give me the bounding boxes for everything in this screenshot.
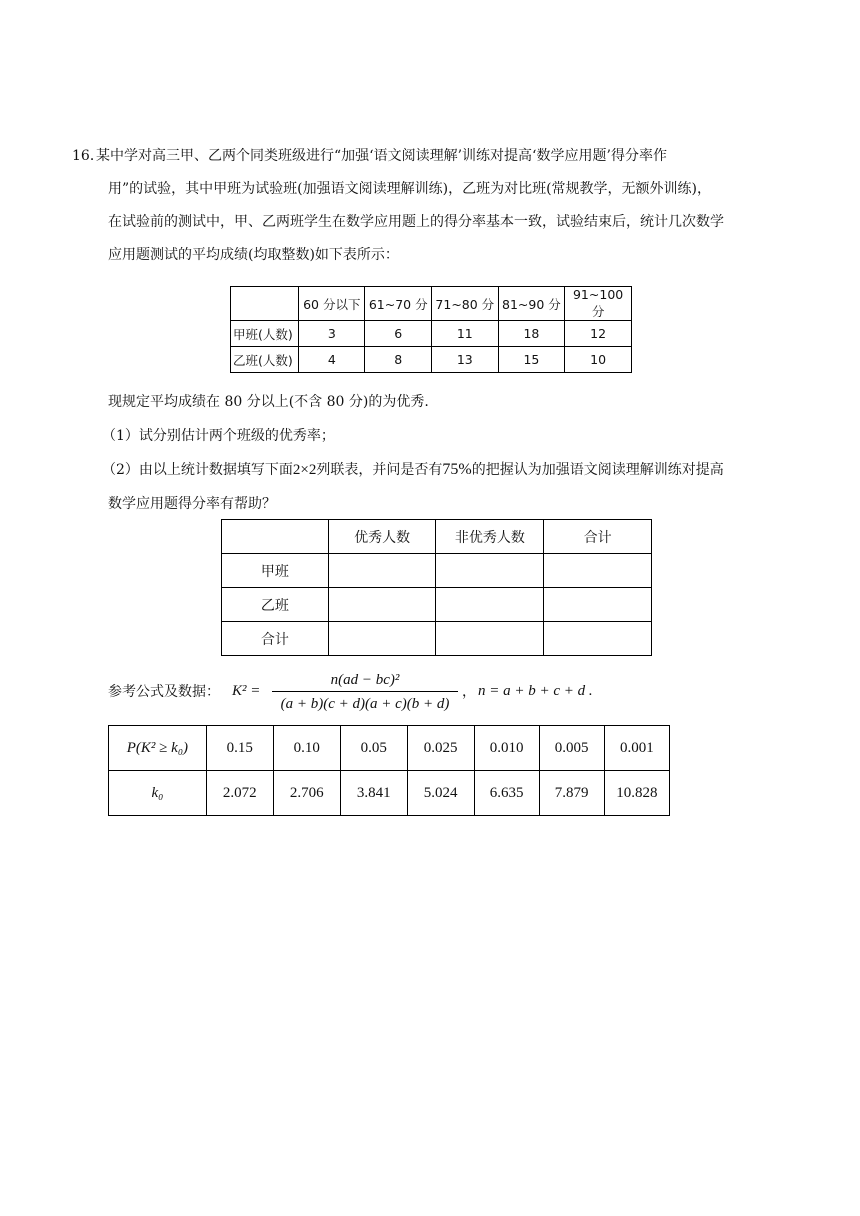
contingency-row-label: 甲班: [222, 554, 329, 588]
contingency-empty-cell: [436, 622, 544, 656]
score-table-header-cell: 60 分以下: [299, 287, 365, 321]
contingency-table: [221, 519, 652, 656]
ref-k-value: 6.635: [474, 771, 539, 816]
ref-p-value: 0.10: [273, 726, 340, 771]
score-table-cell: 8: [365, 347, 432, 373]
problem-line-2: 用”的试验，其中甲班为试验班(加强语文阅读理解训练)，乙班为对比班(常规教学，无额外训练)，: [108, 181, 712, 197]
q2-suffix: 的把握认为加强语文阅读理解训练对提高: [471, 462, 724, 478]
contingency-header-cell: 优秀人数: [328, 520, 436, 554]
ref-row-label-p: P(K² ≥ k₀): [109, 726, 207, 771]
q2-math: 2×2: [292, 462, 317, 478]
ref-p-value: 0.005: [539, 726, 604, 771]
score-table: [230, 286, 632, 373]
ref-p-value: 0.025: [407, 726, 474, 771]
table-row: [222, 622, 652, 656]
problem-line-3: 在试验前的测试中，甲、乙两班学生在数学应用题上的得分率基本一致，试验结束后，统计几次数学: [108, 214, 724, 230]
score-table-cell: 15: [498, 347, 565, 373]
q2-prefix: （2）由以上统计数据填写下面: [102, 462, 293, 478]
ref-k-value: 2.072: [206, 771, 273, 816]
score-table-row-label: 乙班(人数): [231, 347, 299, 373]
question-1: （1）试分别估计两个班级的优秀率；: [102, 428, 335, 444]
ref-row-label-k: k₀: [109, 771, 207, 816]
reference-table: [108, 725, 670, 816]
score-table-header-cell: [231, 287, 299, 321]
formula-lhs: K² =: [232, 683, 261, 699]
score-table-cell: 4: [299, 347, 365, 373]
problem-number: 16．: [72, 148, 104, 164]
score-table-cell: 11: [432, 321, 499, 347]
score-table-header-cell: 71~80 分: [432, 287, 499, 321]
question-2-line-2: 数学应用题得分率有帮助？: [108, 496, 276, 512]
contingency-empty-cell: [328, 588, 436, 622]
contingency-empty-cell: [544, 588, 652, 622]
contingency-empty-cell: [436, 588, 544, 622]
table-row: [109, 771, 670, 816]
ref-k-value: 10.828: [604, 771, 669, 816]
score-table-header-cell: 81~90 分: [498, 287, 565, 321]
score-table-cell: 6: [365, 321, 432, 347]
ref-p-value: 0.05: [340, 726, 407, 771]
table-row: [231, 347, 632, 373]
score-table-header-row: [231, 287, 632, 321]
ref-k-value: 7.879: [539, 771, 604, 816]
ref-k-value: 2.706: [273, 771, 340, 816]
table-row: [231, 321, 632, 347]
contingency-empty-cell: [544, 554, 652, 588]
contingency-empty-cell: [436, 554, 544, 588]
q2-percent: 75%: [442, 461, 472, 478]
contingency-empty-cell: [328, 554, 436, 588]
problem-line-1: 某中学对高三甲、乙两个同类班级进行“加强‘语文阅读理解’训练对提高‘数学应用题’得分率作: [96, 148, 667, 164]
contingency-header-cell: 非优秀人数: [436, 520, 544, 554]
formula-numerator: n(ad − bc)²: [330, 672, 400, 688]
formula-denominator: (a + b)(c + d)(a + c)(b + d): [280, 696, 450, 712]
contingency-header-cell: [222, 520, 329, 554]
ref-k-value: 3.841: [340, 771, 407, 816]
rule-text: 现规定平均成绩在 80 分以上(不含 80 分)的为优秀.: [108, 394, 429, 410]
formula-label: 参考公式及数据：: [108, 684, 220, 700]
score-table-header-cell: 91~100 分: [565, 287, 632, 321]
contingency-header-row: [222, 520, 652, 554]
ref-k-value: 5.024: [407, 771, 474, 816]
score-table-header-cell: 61~70 分: [365, 287, 432, 321]
formula-n-definition: n = a + b + c + d .: [478, 683, 593, 699]
formula-separator: ，: [462, 684, 476, 700]
ref-p-value: 0.010: [474, 726, 539, 771]
contingency-row-label: 乙班: [222, 588, 329, 622]
table-row: [222, 554, 652, 588]
ref-p-value: 0.001: [604, 726, 669, 771]
table-row: [109, 726, 670, 771]
contingency-header-cell: 合计: [544, 520, 652, 554]
contingency-empty-cell: [544, 622, 652, 656]
score-table-cell: 10: [565, 347, 632, 373]
score-table-cell: 12: [565, 321, 632, 347]
score-table-cell: 3: [299, 321, 365, 347]
q2-mid: 列联表，并问是否有: [316, 462, 443, 478]
score-table-row-label: 甲班(人数): [231, 321, 299, 347]
table-row: [222, 588, 652, 622]
problem-line-4: 应用题测试的平均成绩(均取整数)如下表所示：: [108, 247, 399, 263]
score-table-cell: 13: [432, 347, 499, 373]
question-2-line-1: [102, 460, 724, 480]
ref-p-value: 0.15: [206, 726, 273, 771]
fraction-bar: [272, 691, 458, 692]
contingency-empty-cell: [328, 622, 436, 656]
contingency-row-label: 合计: [222, 622, 329, 656]
score-table-cell: 18: [498, 321, 565, 347]
